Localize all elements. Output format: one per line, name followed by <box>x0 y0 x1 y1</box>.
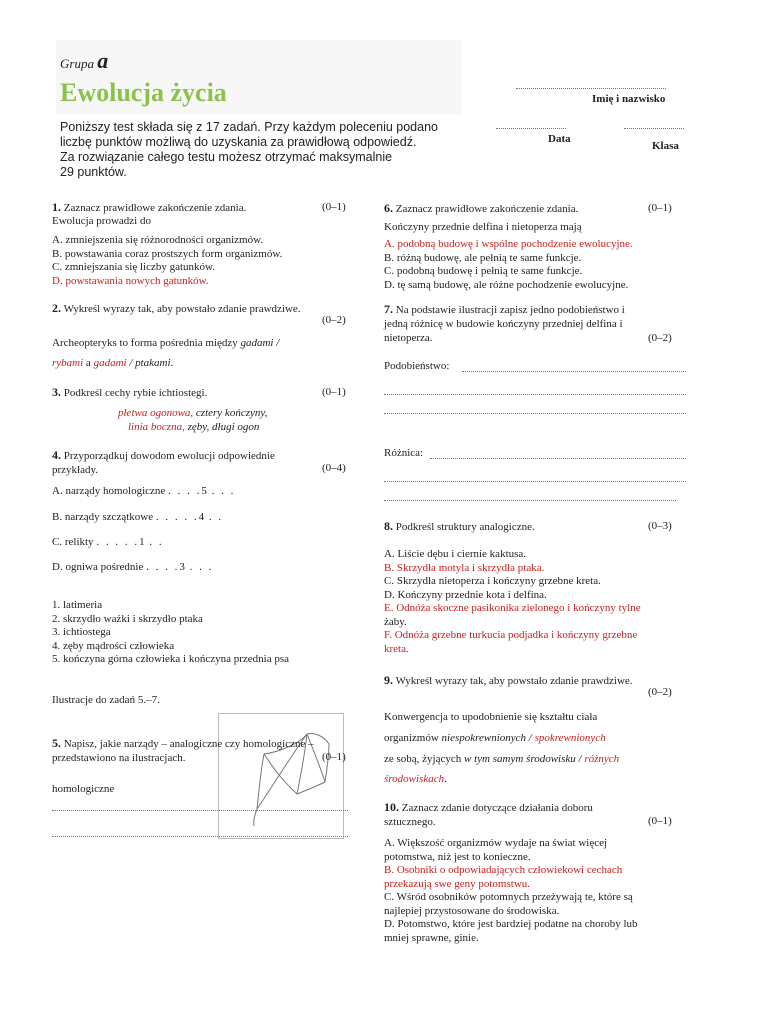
q10-option-b[interactable]: B. Osobniki o odpowiadających człowiekowi cechach <box>384 864 623 876</box>
question-number: 10. <box>384 800 399 814</box>
q8-option-e-cont[interactable]: żaby. <box>384 615 407 628</box>
q9-text: organizmów <box>384 732 439 744</box>
question-number: 1. <box>52 200 61 214</box>
q8-option-f[interactable]: F. Odnóża grzebne turkucia podjadka i kończyny grzebne <box>384 629 638 641</box>
question-number: 9. <box>384 673 393 687</box>
q4-example: 4. zęby mądrości człowieka <box>52 639 175 652</box>
q5-answer[interactable]: homologiczne <box>52 783 115 795</box>
q6-options <box>384 238 694 292</box>
question-number: 5. <box>52 736 61 750</box>
q4-answer[interactable]: 1 <box>139 536 145 548</box>
q7-answer-line[interactable] <box>384 394 686 395</box>
q2-text: a <box>85 357 91 369</box>
q2-word-option[interactable]: gadami <box>93 357 127 369</box>
q8-option-a[interactable]: A. Liście dębu i ciernie kaktusa. <box>384 548 527 560</box>
question-text: Podkreśl cechy rybie ichtiostegi. <box>63 387 208 399</box>
q10-options <box>384 837 694 945</box>
q9-sentence-3 <box>384 752 619 766</box>
q8-points: (0–3) <box>648 520 672 532</box>
q2-period: . <box>170 357 174 369</box>
q1-points: (0–1) <box>322 201 346 213</box>
question-6 <box>384 201 684 216</box>
question-1 <box>52 200 352 215</box>
q8-option-f-cont[interactable]: kreta. <box>384 642 409 655</box>
q4-item-d: D. ogniwa pośrednie . . . .3 . . . <box>52 561 214 573</box>
question-text: Napisz, jakie narządy – analogiczne czy homologiczne – <box>63 738 314 750</box>
question-text: Przyporządkuj dowodom ewolucji odpowiednie <box>63 450 275 462</box>
q4-answer[interactable]: 5 <box>201 485 207 497</box>
q4-item-b: B. narządy szczątkowe . . . . .4 . . <box>52 511 224 523</box>
intro-line: liczbę punktów możliwą do uzyskania za prawidłową odpowiedź. <box>60 135 417 149</box>
question-text: Podkreśl struktury analogiczne. <box>395 521 535 533</box>
q9-period: . <box>444 773 447 785</box>
q7-answer-line[interactable] <box>430 458 686 459</box>
q3-feature[interactable]: cztery kończyny, <box>195 407 268 419</box>
q10-option-a-cont[interactable]: potomstwa, niż jest to konieczne. <box>384 850 531 863</box>
bat-wing-illustration <box>218 713 344 839</box>
q8-option-e[interactable]: E. Odnóża skoczne pasikonika zielonego i kończyny tylne <box>384 602 641 614</box>
q4-example: 3. ichtiostega <box>52 626 111 638</box>
q4-answer[interactable]: 3 <box>179 561 185 573</box>
q7-similarity-label: Podobieństwo: <box>384 360 450 372</box>
q8-option-d[interactable]: D. Kończyny przednie kota i delfina. <box>384 588 547 601</box>
question-number: 6. <box>384 201 393 215</box>
q6-option-d[interactable]: D. tę samą budowę, ale różne pochodzenie ewolucyjne. <box>384 278 629 291</box>
question-text: Na podstawie ilustracji zapisz jedno podobieństwo i <box>395 304 625 316</box>
date-label: Data <box>548 133 571 145</box>
q3-features-line-2 <box>128 420 259 434</box>
question-number: 4. <box>52 448 61 462</box>
q6-option-c[interactable]: C. podobną budowę i pełnią te same funkcje. <box>384 265 583 277</box>
q8-options <box>384 548 694 656</box>
q2-word-option[interactable]: rybami <box>52 357 84 369</box>
question-number: 3. <box>52 385 61 399</box>
q9-word-option[interactable]: różnych <box>584 753 620 765</box>
q4-item-c: C. relikty . . . . .1 . . <box>52 536 164 548</box>
q9-sentence-1: Konwergencja to upodobnienie się kształtu ciała <box>384 711 598 723</box>
q10-option-c-cont[interactable]: najlepiej przystosowane do środowiska. <box>384 904 560 917</box>
group-text: Grupa <box>60 56 94 71</box>
q4-item-label: C. relikty <box>52 536 94 548</box>
question-text: Wykreśl wyrazy tak, aby powstało zdanie prawdziwe. <box>395 675 633 687</box>
q6-points: (0–1) <box>648 202 672 214</box>
intro-line: 29 punktów. <box>60 165 127 179</box>
question-text: przykłady. <box>52 464 99 476</box>
q10-option-b-cont[interactable]: przekazują swe geny potomstwu. <box>384 877 531 890</box>
q7-points: (0–2) <box>648 332 672 344</box>
q10-option-d[interactable]: D. Potomstwo, które jest bardziej podatne na choroby lub <box>384 918 638 930</box>
q5-answer-line[interactable] <box>52 810 348 811</box>
q4-example: 1. latimeria <box>52 599 103 611</box>
q1-option-b[interactable]: B. powstawania coraz prostszych form organizmów. <box>52 247 283 260</box>
q9-word-option[interactable]: środowiskach <box>384 773 445 785</box>
question-text: Wykreśl wyrazy tak, aby powstało zdanie prawdziwe. <box>63 303 301 315</box>
name-line[interactable] <box>516 88 666 89</box>
question-text: Zaznacz zdanie dotyczące działania doboru <box>401 802 593 814</box>
question-text: nietoperza. <box>384 332 433 344</box>
group-letter: a <box>97 48 109 73</box>
q9-word-option[interactable]: w tym samym środowisku / <box>464 753 582 765</box>
q4-points: (0–4) <box>322 462 346 474</box>
q2-text: Archeopteryks to forma pośrednia między <box>52 337 238 349</box>
question-text: przedstawiono na ilustracjach. <box>52 752 186 764</box>
date-line[interactable] <box>496 128 566 129</box>
q7-answer-line[interactable] <box>384 481 686 482</box>
q9-points: (0–2) <box>648 686 672 698</box>
q1-option-c[interactable]: C. zmniejszania się liczby gatunków. <box>52 261 216 273</box>
q5-points: (0–1) <box>322 751 346 763</box>
q7-answer-line[interactable] <box>384 500 676 501</box>
q10-points: (0–1) <box>648 815 672 827</box>
q1-option-d[interactable]: D. powstawania nowych gatunków. <box>52 274 209 287</box>
q9-sentence-2 <box>384 731 606 745</box>
illustrations-label: Ilustracje do zadań 5.–7. <box>52 694 160 706</box>
q7-difference-label: Różnica: <box>384 447 424 459</box>
q2-word-option[interactable]: / ptakami <box>129 357 171 369</box>
name-label: Imię i nazwisko <box>592 93 666 105</box>
q7-answer-line[interactable] <box>384 413 686 414</box>
q1-options <box>52 234 352 288</box>
q10-option-d-cont[interactable]: mniej sprawne, ginie. <box>384 931 479 944</box>
question-4 <box>52 448 352 477</box>
q2-word-option[interactable]: gadami / <box>240 337 280 349</box>
q10-option-a[interactable]: A. Większość organizmów wydaje na świat więcej <box>384 837 608 849</box>
q3-points: (0–1) <box>322 386 346 398</box>
page-title: Ewolucja życia <box>60 78 227 107</box>
q9-sentence-4 <box>384 772 447 786</box>
q2-sentence-2 <box>52 356 173 370</box>
class-line[interactable] <box>624 128 684 129</box>
q6-lead: Kończyny przednie delfina i nietoperza mają <box>384 221 582 233</box>
q3-feature[interactable]: linia boczna, <box>128 421 185 433</box>
q1-option-a[interactable]: A. zmniejszenia się różnorodności organizmów. <box>52 234 264 246</box>
question-3 <box>52 385 352 400</box>
question-text: sztucznego. <box>384 816 436 828</box>
q8-option-b[interactable]: B. Skrzydła motyla i skrzydła ptaka. <box>384 561 545 574</box>
q4-examples <box>52 599 352 667</box>
intro-line: Poniższy test składa się z 17 zadań. Przy każdym poleceniu podano <box>60 120 438 134</box>
q4-item-label: D. ogniwa pośrednie <box>52 561 144 573</box>
intro-line: Za rozwiązanie całego testu możesz otrzymać maksymalnie <box>60 150 393 164</box>
q3-features-line-1 <box>118 406 267 420</box>
intro-text <box>60 120 450 180</box>
question-2 <box>52 301 352 316</box>
q4-item-label: B. narządy szczątkowe <box>52 511 154 523</box>
q9-word-option[interactable]: niespokrewnionych / <box>441 732 532 744</box>
q7-answer-line[interactable] <box>462 371 686 372</box>
question-number: 8. <box>384 519 393 533</box>
q6-option-a[interactable]: A. podobną budowę i wspólne pochodzenie ewolucyjne. <box>384 238 633 250</box>
q1-lead: Ewolucja prowadzi do <box>52 215 151 227</box>
q8-option-c[interactable]: C. Skrzydła nietoperza i kończyny grzebne kreta. <box>384 575 601 587</box>
class-label: Klasa <box>652 140 679 152</box>
q4-answer[interactable]: 4 <box>198 511 205 523</box>
q4-example: 5. kończyna górna człowieka i kończyna przednia psa <box>52 653 290 665</box>
question-text: jedną różnicę w budowie kończyny przedniej delfina i <box>384 318 623 330</box>
q2-sentence-1 <box>52 336 279 350</box>
q3-feature[interactable]: płetwa ogonowa, <box>118 407 194 419</box>
question-number: 2. <box>52 301 61 315</box>
q6-option-b[interactable]: B. różną budowę, ale pełnią te same funkcje. <box>384 251 582 264</box>
question-8 <box>384 519 684 534</box>
q4-item-a: A. narządy homologiczne . . . .5 . . . <box>52 485 236 497</box>
question-text: Zaznacz prawidłowe zakończenie zdania. <box>395 203 579 215</box>
question-text: Zaznacz prawidłowe zakończenie zdania. <box>63 202 247 214</box>
q3-feature[interactable]: zęby, długi ogon <box>187 421 260 433</box>
q10-option-c[interactable]: C. Wśród osobników potomnych przeżywają te, które są <box>384 891 633 903</box>
q9-word-option[interactable]: spokrewnionych <box>534 732 606 744</box>
q4-example: 2. skrzydło ważki i skrzydło ptaka <box>52 612 203 625</box>
question-number: 7. <box>384 302 393 316</box>
q4-item-label: A. narządy homologiczne <box>52 485 166 497</box>
q2-points: (0–2) <box>322 314 346 326</box>
q5-answer-line[interactable] <box>52 836 348 837</box>
bat-wing-icon <box>219 714 343 838</box>
group-label <box>60 48 108 74</box>
q9-text: ze sobą, żyjących <box>384 753 462 765</box>
